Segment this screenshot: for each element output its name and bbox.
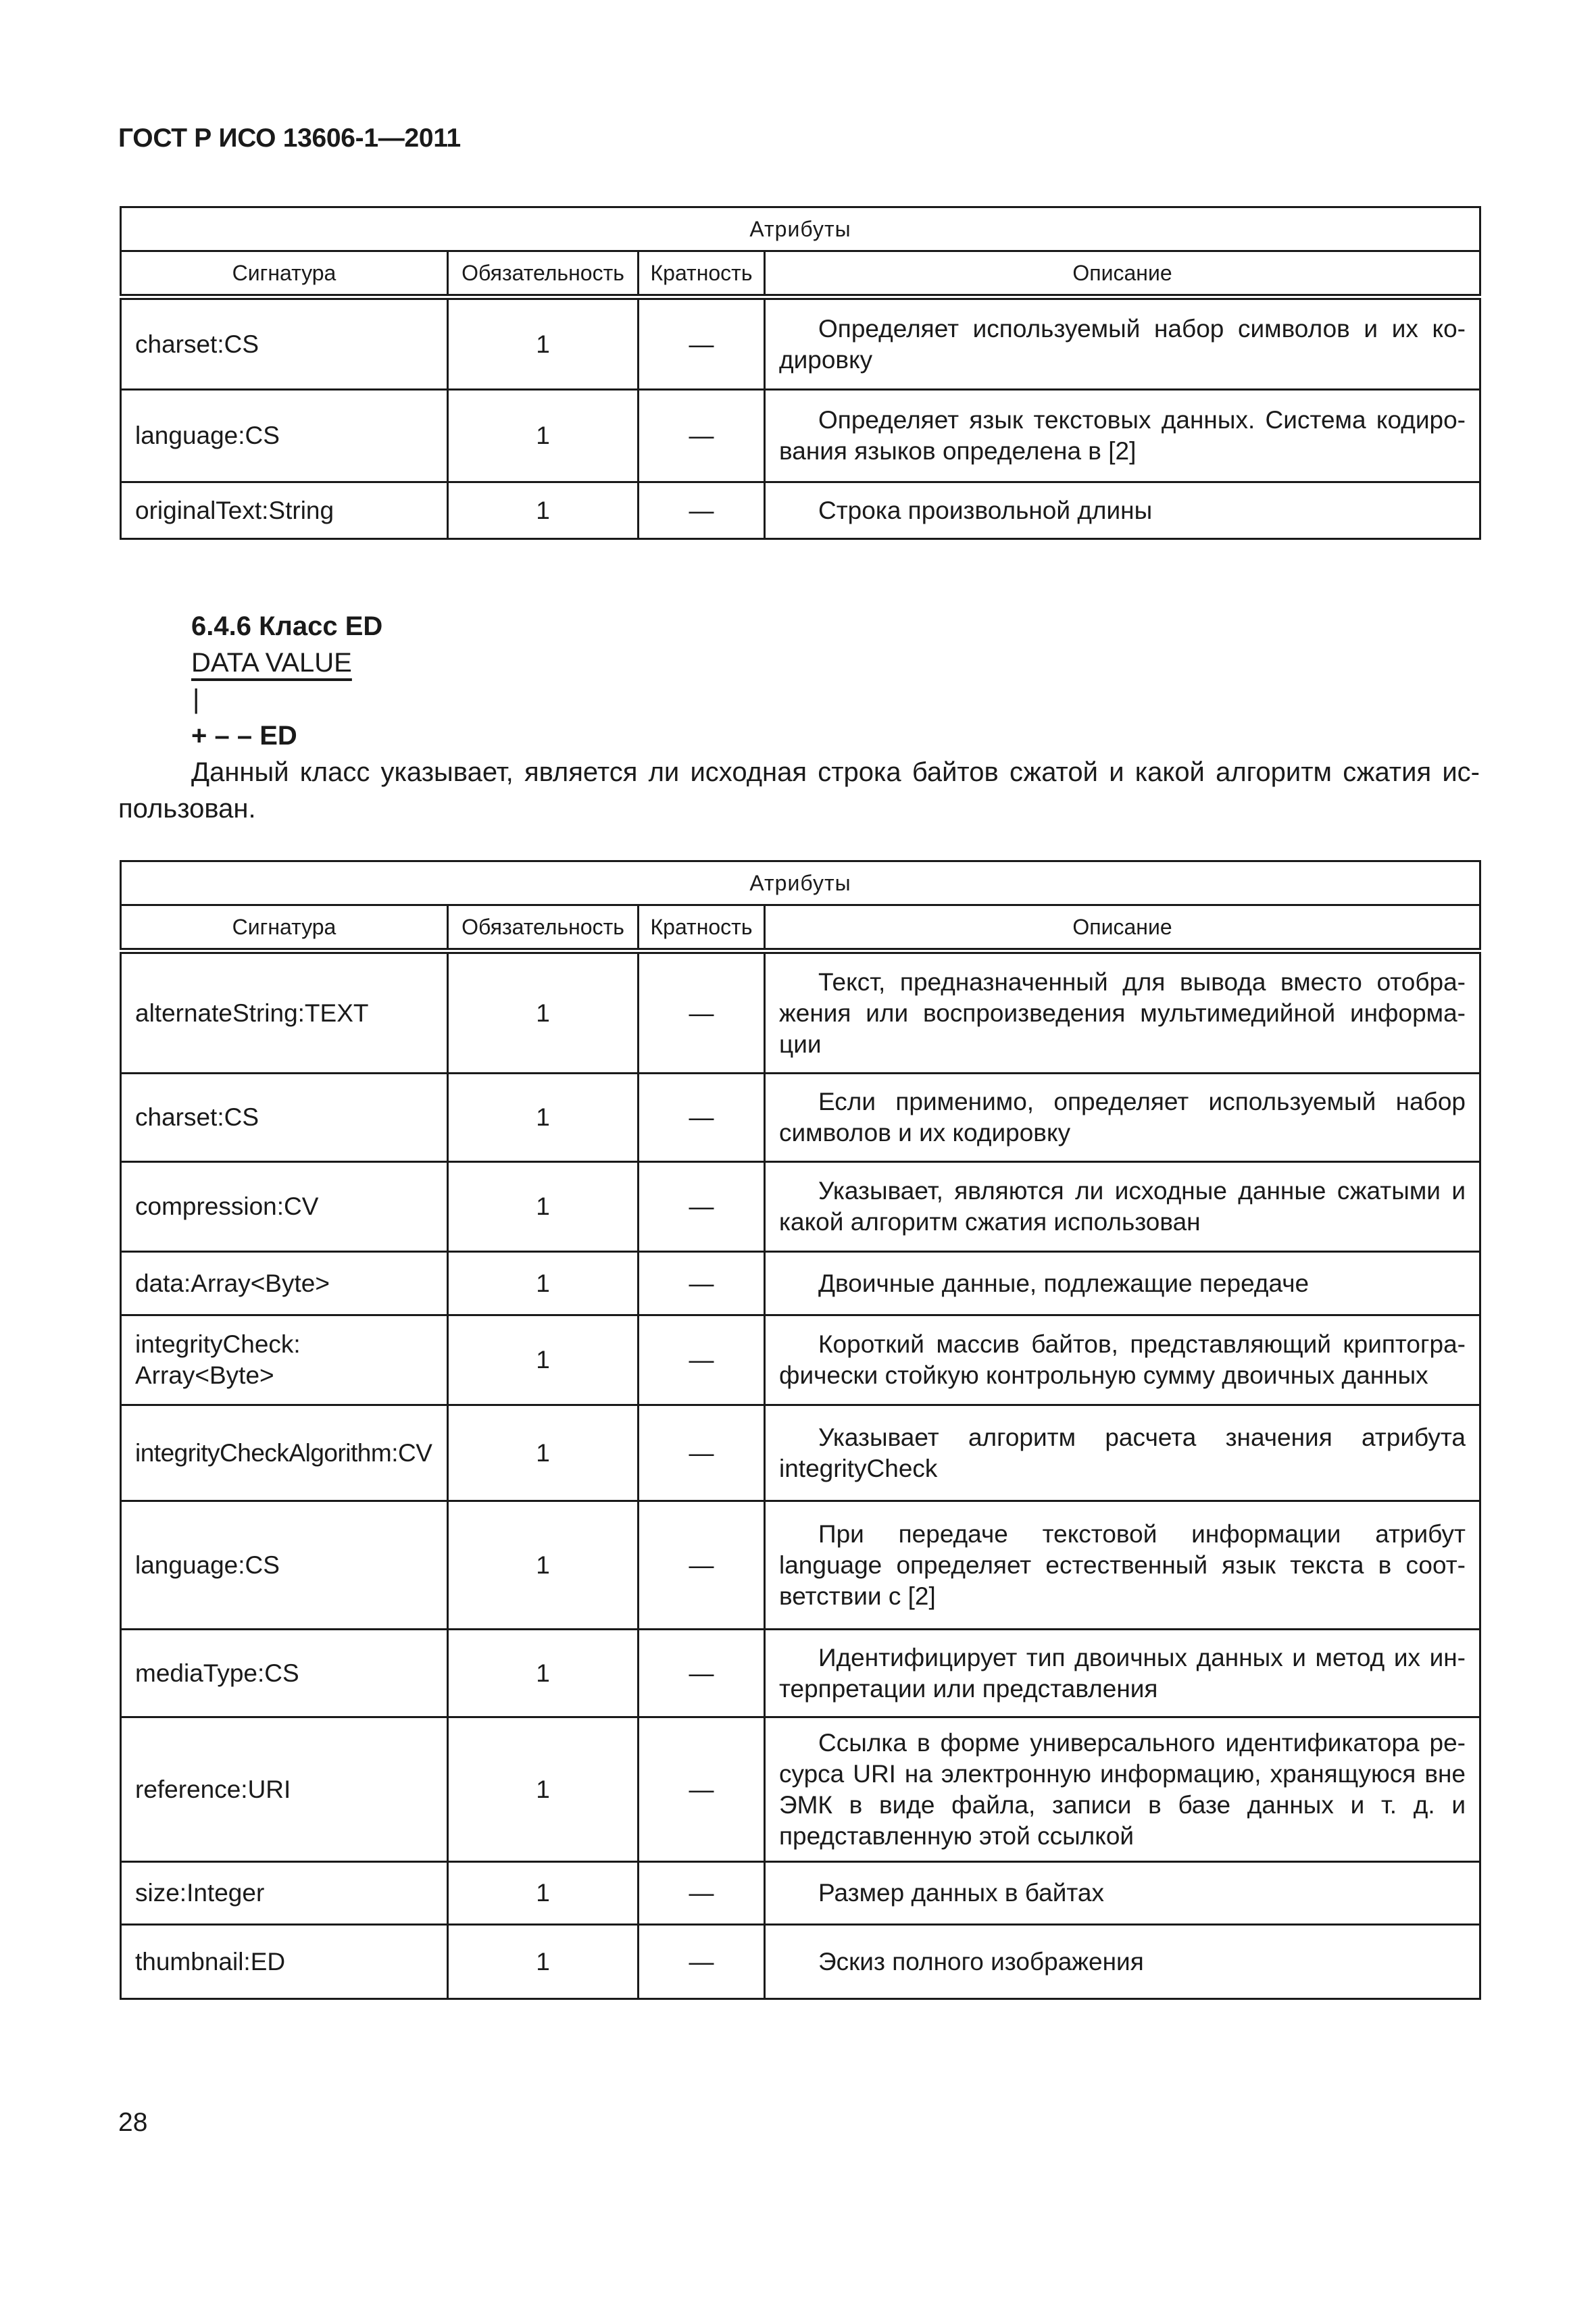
description-cell xyxy=(765,1315,1480,1405)
section-paragraph: Данный класс указывает, является ли исходная строка байтов сжатой и какой алгоритм сжатия использован. xyxy=(118,757,1480,824)
mandatory-cell: 1 xyxy=(448,1501,639,1630)
description-text: Указывает, являются ли исходные данные сжатыми и какой алгоритм сжатия использован xyxy=(779,1177,1466,1236)
multiplicity-cell: — xyxy=(639,1315,765,1405)
inheritance-connector: | xyxy=(193,684,200,714)
table-row xyxy=(121,1925,1480,1999)
mandatory-cell: 1 xyxy=(448,1162,639,1252)
column-header-multiplicity: Кратность xyxy=(639,905,765,951)
attributes-table-1 xyxy=(120,206,1481,540)
description-cell xyxy=(765,482,1480,539)
mandatory-cell: 1 xyxy=(448,1717,639,1862)
description-text: Двоичные данные, подлежащие передаче xyxy=(818,1269,1310,1297)
description-cell xyxy=(765,1925,1480,1999)
table-row xyxy=(121,297,1480,390)
mandatory-cell: 1 xyxy=(448,482,639,539)
table-row xyxy=(121,1252,1480,1315)
description-cell xyxy=(765,1252,1480,1315)
table-row xyxy=(121,1862,1480,1925)
multiplicity-cell: — xyxy=(639,1405,765,1501)
multiplicity-cell: — xyxy=(639,1501,765,1630)
table-header-row xyxy=(121,251,1480,297)
description-cell xyxy=(765,1862,1480,1925)
mandatory-cell: 1 xyxy=(448,1074,639,1162)
parent-class-name: DATA VALUE xyxy=(191,648,352,678)
mandatory-cell: 1 xyxy=(448,951,639,1074)
multiplicity-cell: — xyxy=(639,390,765,482)
signature-cell: reference:URI xyxy=(121,1717,448,1862)
description-cell xyxy=(765,1630,1480,1717)
table-row xyxy=(121,1405,1480,1501)
description-text: Если применимо, определяет используемый набор символов и их кодировку xyxy=(779,1088,1466,1147)
description-text: Строка произвольной длины xyxy=(818,496,1153,524)
description-text: При передаче текстовой информации атрибут language определяет естественный язык текста в соответствии с [2] xyxy=(779,1519,1466,1610)
multiplicity-cell: — xyxy=(639,1717,765,1862)
multiplicity-cell: — xyxy=(639,951,765,1074)
section-6-4-6 xyxy=(118,608,1480,827)
column-header-signature: Сигнатура xyxy=(121,905,448,951)
table-row xyxy=(121,390,1480,482)
document-header: ГОСТ Р ИСО 13606-1—2011 xyxy=(118,124,461,153)
multiplicity-cell: — xyxy=(639,482,765,539)
mandatory-cell: 1 xyxy=(448,1925,639,1999)
inheritance-line: + – – ED xyxy=(191,721,297,751)
multiplicity-cell: — xyxy=(639,1162,765,1252)
signature-cell: originalText:String xyxy=(121,482,448,539)
description-cell xyxy=(765,390,1480,482)
signature-cell: compression:CV xyxy=(121,1162,448,1252)
attributes-table-2 xyxy=(120,860,1481,2000)
signature-cell: charset:CS xyxy=(121,1074,448,1162)
description-cell xyxy=(765,1501,1480,1630)
signature-cell: size:Integer xyxy=(121,1862,448,1925)
table-row xyxy=(121,1630,1480,1717)
description-text: Указывает алгоритм расчета значения атрибута integrityCheck xyxy=(779,1423,1466,1482)
column-header-multiplicity: Кратность xyxy=(639,251,765,297)
description-text: Размер данных в байтах xyxy=(818,1879,1104,1907)
mandatory-cell: 1 xyxy=(448,390,639,482)
section-title: 6.4.6 Класс ED xyxy=(191,611,383,641)
signature-cell: mediaType:CS xyxy=(121,1630,448,1717)
description-text: Текст, предназначенный для вывода вместо отображения или воспроизведения мультимедийной информации xyxy=(779,967,1466,1058)
column-header-mandatory: Обязательность xyxy=(448,905,639,951)
page-number: 28 xyxy=(118,2108,148,2137)
table-header-row xyxy=(121,905,1480,951)
table-row xyxy=(121,1717,1480,1862)
table-row xyxy=(121,1074,1480,1162)
column-header-description: Описание xyxy=(765,251,1480,297)
description-cell xyxy=(765,1717,1480,1862)
description-cell xyxy=(765,1162,1480,1252)
mandatory-cell: 1 xyxy=(448,1405,639,1501)
mandatory-cell: 1 xyxy=(448,1252,639,1315)
table-row xyxy=(121,1162,1480,1252)
table-row xyxy=(121,482,1480,539)
description-cell xyxy=(765,951,1480,1074)
multiplicity-cell: — xyxy=(639,297,765,390)
mandatory-cell: 1 xyxy=(448,297,639,390)
signature-cell: data:Array<Byte> xyxy=(121,1252,448,1315)
description-text: Короткий массив байтов, представляющий криптографически стойкую контрольную сумму двоичных данных xyxy=(779,1330,1466,1389)
description-text: Идентифицирует тип двоичных данных и метод их интерпретации или представления xyxy=(779,1643,1466,1703)
description-cell xyxy=(765,297,1480,390)
description-text: Ссылка в форме универсального идентификатора ресурса URI на электронную информацию, хранящуюся вне ЭМК в виде файла, записи в базе данных и т. д. и представленную этой ссылкой xyxy=(779,1728,1466,1850)
table-row xyxy=(121,1501,1480,1630)
mandatory-cell: 1 xyxy=(448,1315,639,1405)
column-header-description: Описание xyxy=(765,905,1480,951)
description-cell xyxy=(765,1405,1480,1501)
table-caption: Атрибуты xyxy=(121,207,1480,251)
signature-cell: charset:CS xyxy=(121,297,448,390)
signature-cell: integrityCheckAlgorithm:CV xyxy=(121,1405,448,1501)
signature-cell: integrityCheck: Array<Byte> xyxy=(121,1315,448,1405)
signature-cell: language:CS xyxy=(121,390,448,482)
description-text: Определяет язык текстовых данных. Система кодирования языков определена в [2] xyxy=(779,406,1466,465)
multiplicity-cell: — xyxy=(639,1630,765,1717)
description-text: Определяет используемый набор символов и их кодировку xyxy=(779,314,1466,374)
multiplicity-cell: — xyxy=(639,1925,765,1999)
parent-class-line xyxy=(118,645,1480,681)
table-row xyxy=(121,951,1480,1074)
signature-cell: language:CS xyxy=(121,1501,448,1630)
multiplicity-cell: — xyxy=(639,1252,765,1315)
mandatory-cell: 1 xyxy=(448,1630,639,1717)
table-caption: Атрибуты xyxy=(121,861,1480,905)
multiplicity-cell: — xyxy=(639,1862,765,1925)
column-header-signature: Сигнатура xyxy=(121,251,448,297)
signature-cell: thumbnail:ED xyxy=(121,1925,448,1999)
mandatory-cell: 1 xyxy=(448,1862,639,1925)
table-row xyxy=(121,1315,1480,1405)
description-cell xyxy=(765,1074,1480,1162)
description-text: Эскиз полного изображения xyxy=(818,1947,1144,1976)
signature-cell: alternateString:TEXT xyxy=(121,951,448,1074)
multiplicity-cell: — xyxy=(639,1074,765,1162)
column-header-mandatory: Обязательность xyxy=(448,251,639,297)
